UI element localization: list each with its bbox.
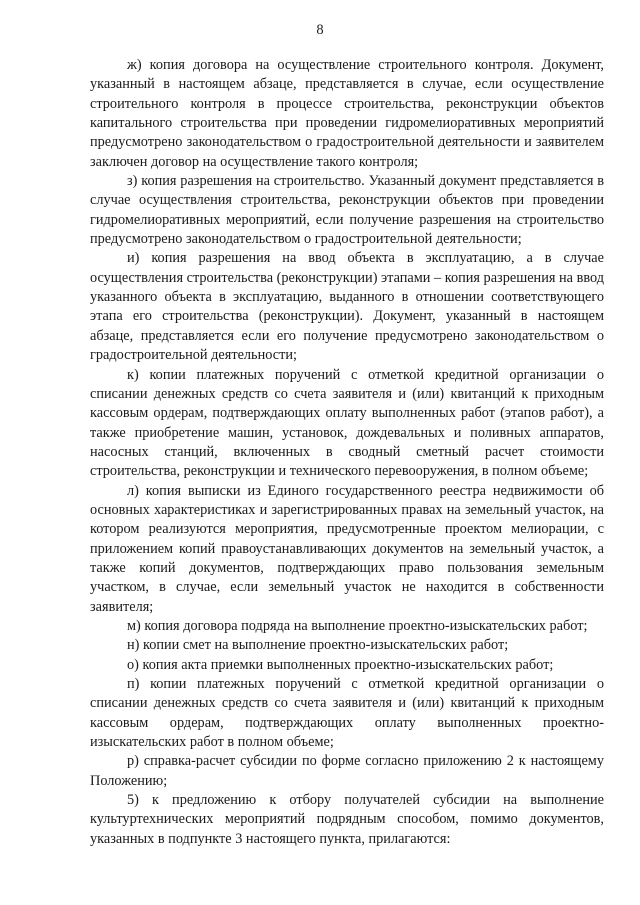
paragraph-p: п) копии платежных поручений с отметкой кредитной организации о списании денежных средств со счета заявителя и (или) квитанций к приходным кассовым ордерам, подтверждающих оплату выполненных проектно-изыскательских работ в полном объеме; [90, 676, 604, 751]
paragraph-5: 5) к предложению к отбору получателей субсидии на выполнение культуртехнических мероприятий подрядным способом, помимо документов, указанных в подпункте 3 настоящего пункта, прилагаются: [90, 792, 604, 847]
page-number: 8 [316, 22, 324, 38]
paragraph-i: и) копия разрешения на ввод объекта в эксплуатацию, а в случае осуществления строительства (реконструкции) этапами – копия разрешения на ввод указанного объекта в эксплуатацию, выданного в отношении соответствующего этапа его строительства (реконструкции). Документ, указанный в настоящем абзаце, представляется если его получение предусмотрено законодательством о градостроительной деятельности; [90, 250, 604, 364]
paragraph-z: з) копия разрешения на строительство. Указанный документ представляется в случае осуществления строительства, реконструкции объектов при проведении гидромелиоративных мероприятий, если получение разрешения на строительство предусмотрено законодательством о градостроительной деятельности; [90, 173, 604, 248]
paragraph-r: р) справка-расчет субсидии по форме согласно приложению 2 к настоящему Положению; [90, 753, 604, 789]
paragraph-n: н) копии смет на выполнение проектно-изыскательских работ; [127, 637, 509, 654]
paragraph-o: о) копия акта приемки выполненных проектно-изыскательских работ; [127, 656, 554, 673]
document-body [90, 56, 604, 849]
paragraph-zh: ж) копия договора на осуществление строительного контроля. Документ, указанный в настоящем абзаце, представляется в случае, если осуществление строительного контроля в процессе строительства, реконструкции объектов капитального строительства при проведении гидромелиоративных мероприятий предусмотрено законодательством о градостроительной деятельности и заявителем заключен договор на осуществление такого контроля; [90, 57, 604, 170]
paragraph-l: л) копия выписки из Единого государственного реестра недвижимости об основных характеристиках и зарегистрированных правах на земельный участок, на котором реализуются мероприятия, предусмотренные проектом мелиорации, с приложением копий правоустанавливающих документов на земельный участок, а также копий документов, подтверждающих право пользования земельным участком, в случае, если земельный участок не находится в собственности заявителя; [90, 482, 604, 615]
paragraph-m: м) копия договора подряда на выполнение проектно-изыскательских работ; [127, 617, 588, 634]
paragraph-k: к) копии платежных поручений с отметкой кредитной организации о списании денежных средств со счета заявителя и (или) квитанций к приходным кассовым ордерам, подтверждающих оплату выполненных работ (этапов работ), а также приобретение машин, установок, дождевальных и поливных аппаратов, насосных станций, включенных в сводный сметный расчет стоимости строительства, реконструкции и технического перевооружения, в полном объеме; [90, 366, 604, 480]
